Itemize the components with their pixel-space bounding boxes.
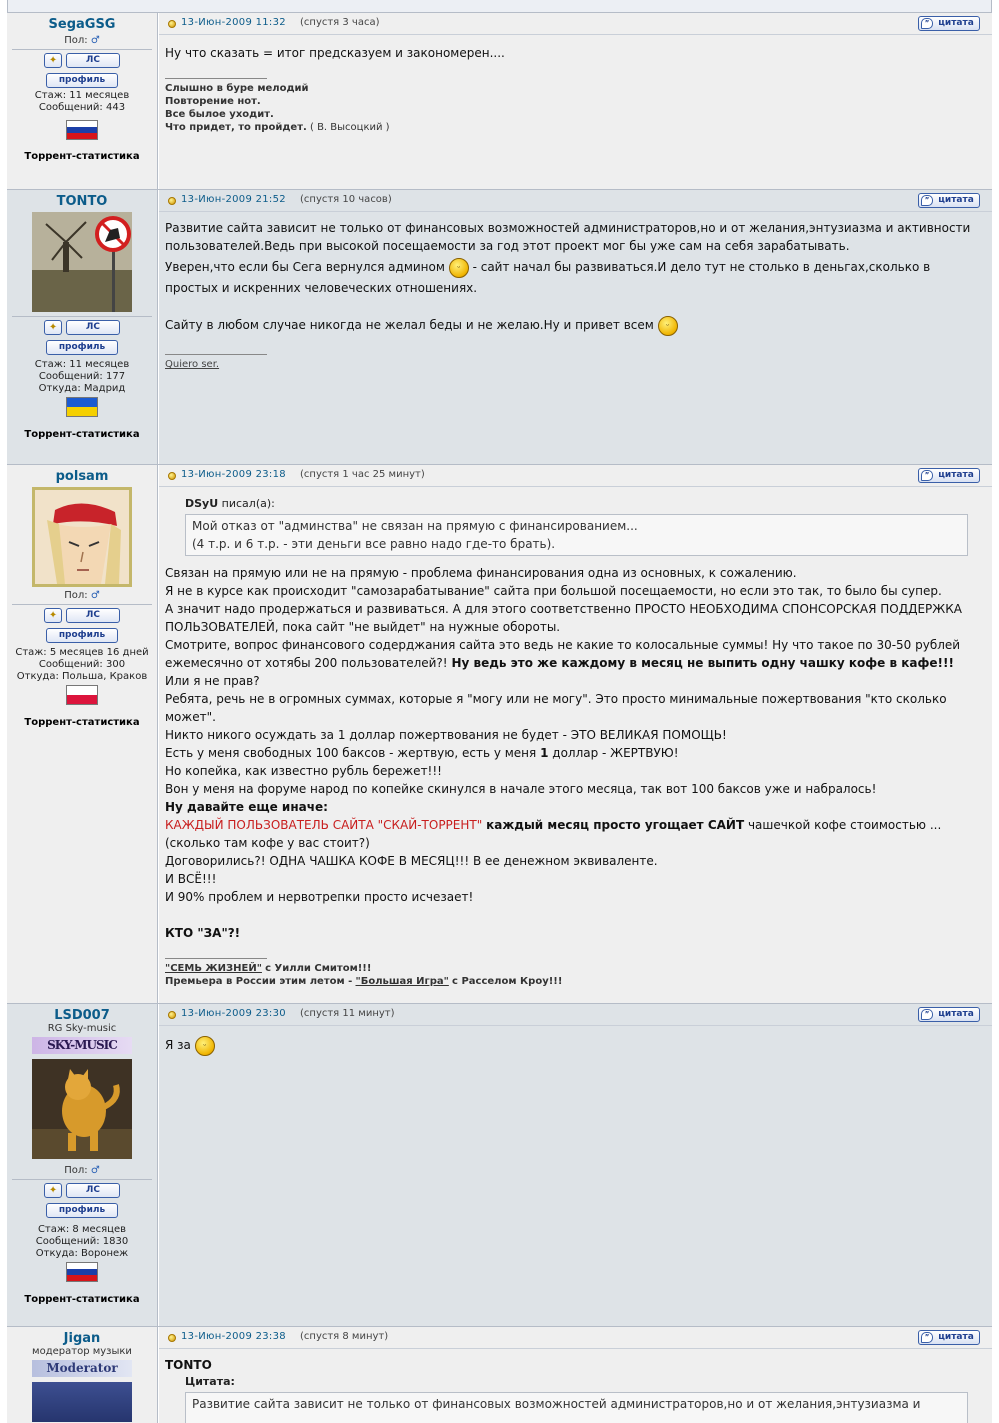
lightbulb-icon[interactable]: ✦ bbox=[44, 320, 62, 335]
divider bbox=[12, 604, 152, 605]
speech-bubble-icon: ” bbox=[921, 195, 933, 206]
post-date[interactable]: 13-Июн-2009 23:18 bbox=[181, 469, 286, 480]
post bbox=[7, 465, 992, 1004]
forum-topic bbox=[7, 0, 992, 13]
post bbox=[7, 1327, 992, 1423]
quote-button[interactable]: ” цитата bbox=[918, 16, 980, 31]
post-status-icon bbox=[168, 197, 176, 205]
smiley-icon: ᵕ bbox=[658, 316, 678, 336]
author-nick[interactable]: SegaGSG bbox=[48, 17, 116, 32]
post-message: DSyU писал(а): Мой отказ от "админства" не связан на прямую с финансированием... (4 т.р. и 6 т.р. - эти деньги все равно надо где-то брать). Связан на прямую или не на прямую - проблема финансирования одна из основных, к сожалению. Я не в курсе как происходит "самозарабатывание" сайта при большой посещаемости, но если это так, то было бы супер. А значит надо продержаться и развиваться. А для этого соответственно ПРОСТО НЕОБХОДИМА СПОНСОРСКАЯ ПОДДЕРЖКА ПОЛЬЗОВАТЕЛЕЙ, пока сайт "не выйдет" на нужные обороты. Смотрите, вопрос финансового содерджания сайта это ведь не какие то колосальные суммы! Ну что такое по 30-50 рублей ежемесячно от хотябы 200 пользователей?! Ну ведь это же каждому в месяц не выпить одну чашку кофе в кафе!!! Или я не прав? Ребята, речь не в огромных суммах, которые я "могу или не могу". Это просто минимальные пожертвования "кто сколько может". Никто никого осуждать за 1 доллар пожертвования не будет - ЭТО ВЕЛИКАЯ ПОМОЩЬ! Есть у меня свободных 100 баксов - жертвую, есть у меня 1 доллар - ЖЕРТВУЮ! Но копейка, как известно рубль бережет!!! Вон у меня на форуме народ по копейке скинулся в начале этого месяца, так вот 100 баксов уже и набралось! Ну давайте еще иначе: КАЖДЫЙ ПОЛЬЗОВАТЕЛЬ САЙТА "СКАЙ-ТОРРЕНТ" каждый месяц просто угощает САЙТ чашечкой кофе стоимостью ... (сколько там кофе у вас стоит?) Договорились?! ОДНА ЧАШКА КОФЕ В МЕСЯЦ!!! В ее денежном эквиваленте. И ВСЁ!!! И 90% проблем и нервотрепки просто исчезает! КТО "ЗА"?! "СЕМЬ ЖИЗНЕЙ" с Уилли Смитом!!! Премьера в России этим летом - "Большая Игра" с Расселом Кроу!!! bbox=[165, 496, 988, 988]
post bbox=[7, 13, 992, 190]
author-stats: Стаж: 11 месяцев Сообщений: 443 bbox=[34, 90, 130, 113]
author-gender: Пол: ♂ bbox=[64, 590, 100, 601]
pm-button[interactable]: ЛС bbox=[66, 608, 120, 623]
dancing-cat-avatar-icon bbox=[32, 1059, 132, 1159]
post-header bbox=[159, 1004, 992, 1026]
post-delay: (спустя 3 часа) bbox=[300, 17, 380, 28]
lightbulb-icon[interactable]: ✦ bbox=[44, 1183, 62, 1198]
torrent-stats-link[interactable]: Торрент-статистика bbox=[24, 151, 140, 162]
speech-bubble-icon: ” bbox=[921, 18, 933, 29]
signature: "СЕМЬ ЖИЗНЕЙ" с Уилли Смитом!!! Премьера в России этим летом - "Большая Игра" с Расселом Кроу!!! bbox=[165, 963, 563, 987]
speech-bubble-icon: ” bbox=[921, 470, 933, 481]
post-date[interactable]: 13-Июн-2009 23:38 bbox=[181, 1331, 286, 1342]
post-body bbox=[159, 190, 992, 464]
topic-top-border bbox=[8, 0, 991, 13]
post-author-column bbox=[7, 190, 158, 464]
avatar bbox=[32, 212, 132, 312]
post-message: Я за ᵕ bbox=[165, 1033, 988, 1057]
russia-flag-icon bbox=[66, 120, 98, 140]
post-body bbox=[159, 1004, 992, 1326]
lightbulb-icon[interactable]: ✦ bbox=[44, 608, 62, 623]
author-actions bbox=[7, 1183, 157, 1200]
quote-header: DSyU писал(а): bbox=[185, 497, 275, 510]
post bbox=[7, 1004, 992, 1327]
profile-button[interactable]: профиль bbox=[46, 628, 118, 643]
torrent-stats-link[interactable]: Торрент-статистика bbox=[24, 717, 140, 728]
post-body bbox=[159, 13, 992, 189]
poland-flag-icon bbox=[66, 685, 98, 705]
avatar bbox=[32, 487, 132, 587]
post-date[interactable]: 13-Июн-2009 23:30 bbox=[181, 1008, 286, 1019]
speech-bubble-icon: ” bbox=[921, 1332, 933, 1343]
quote-button[interactable]: ” цитата bbox=[918, 193, 980, 208]
signature-divider bbox=[165, 958, 267, 959]
ukraine-flag-icon bbox=[66, 397, 98, 417]
signature: Слышно в буре мелодий Повторение нот. Все былое уходит. Что придет, то пройдет. ( В. Высоцкий ) bbox=[165, 83, 390, 133]
windmill-avatar-icon bbox=[32, 212, 132, 312]
divider bbox=[12, 1179, 152, 1180]
post-delay: (спустя 11 минут) bbox=[300, 1008, 395, 1019]
quote-button[interactable]: ” цитата bbox=[918, 468, 980, 483]
author-nick[interactable]: TONTO bbox=[56, 194, 108, 209]
post-delay: (спустя 1 час 25 минут) bbox=[300, 469, 425, 480]
divider bbox=[12, 316, 152, 317]
signature-divider bbox=[165, 354, 267, 355]
divider bbox=[12, 49, 152, 50]
smiley-icon: ᵕ bbox=[449, 258, 469, 278]
post-delay: (спустя 8 минут) bbox=[300, 1331, 389, 1342]
post-status-icon bbox=[168, 1334, 176, 1342]
post-author-column bbox=[7, 1004, 158, 1326]
author-actions bbox=[7, 320, 157, 337]
signature-divider bbox=[165, 78, 267, 79]
post-header bbox=[159, 13, 992, 35]
lightbulb-icon[interactable]: ✦ bbox=[44, 53, 62, 68]
post-author-column bbox=[7, 465, 158, 1003]
author-actions-2 bbox=[7, 340, 157, 357]
post-message: Ну что сказать = итог предсказуем и закономерен.... Слышно в буре мелодий Повторение нот. Все былое уходит. Что придет, то пройдет. ( В. Высоцкий ) bbox=[165, 44, 988, 134]
male-icon: ♂ bbox=[90, 590, 100, 601]
author-gender: Пол: ♂ bbox=[64, 1165, 100, 1176]
post-message: Развитие сайта зависит не только от финансовых возможностей администраторов,но и от желания,энтузиазма и активности пользователей.Ведь при высокой посещаемости за год этот проект мог бы уже сам на себя зарабатывать. Уверен,что если бы Сега вернулся админом ᵕ - сайт начал бы развиваться.И дело тут не столько в деньгах,сколько в простых и искренних человеческих отношениях. Сайту в любом случае никогда не желал беды и не желаю.Ну и привет всем ᵕ Quiero ser. bbox=[165, 219, 988, 371]
post-delay: (спустя 10 часов) bbox=[300, 194, 392, 205]
smiley-icon: ᵕ bbox=[195, 1036, 215, 1056]
pm-button[interactable]: ЛС bbox=[66, 1183, 120, 1198]
post-status-icon bbox=[168, 472, 176, 480]
avatar bbox=[32, 1382, 132, 1422]
quote-button[interactable]: ” цитата bbox=[918, 1007, 980, 1022]
post bbox=[7, 190, 992, 465]
quote-button[interactable]: ” цитата bbox=[918, 1330, 980, 1345]
male-icon: ♂ bbox=[90, 1165, 100, 1176]
author-gender: Пол: ♂ bbox=[64, 35, 100, 46]
post-header bbox=[159, 465, 992, 487]
author-nick[interactable]: Jigan bbox=[63, 1331, 101, 1346]
post-header bbox=[159, 1327, 992, 1349]
male-icon: ♂ bbox=[90, 35, 100, 46]
profile-button[interactable]: профиль bbox=[46, 340, 118, 355]
post-date[interactable]: 13-Июн-2009 21:52 bbox=[181, 194, 286, 205]
userbar-image: SKY-MUSIC bbox=[32, 1037, 132, 1054]
post-author-column bbox=[7, 1327, 158, 1423]
torrent-stats-link[interactable]: Торрент-статистика bbox=[24, 1294, 140, 1305]
torrent-stats-link[interactable]: Торрент-статистика bbox=[24, 429, 140, 440]
post-status-icon bbox=[168, 1011, 176, 1019]
author-stats: Стаж: 5 месяцев 16 дней Сообщений: 300 Откуда: Польша, Краков bbox=[15, 647, 149, 682]
author-actions bbox=[7, 608, 157, 625]
author-stats: Стаж: 11 месяцев Сообщений: 177 Откуда: Мадрид bbox=[34, 359, 130, 394]
post-header bbox=[159, 190, 992, 212]
author-actions-2 bbox=[7, 628, 157, 645]
userbar-image: Moderator bbox=[32, 1360, 132, 1377]
signature: Quiero ser. bbox=[165, 359, 220, 370]
quote-header: Цитата: bbox=[185, 1375, 235, 1388]
pm-button[interactable]: ЛС bbox=[66, 53, 120, 68]
author-rank: модератор музыки bbox=[32, 1346, 132, 1357]
pm-button[interactable]: ЛС bbox=[66, 320, 120, 335]
author-rank: RG Sky-music bbox=[47, 1023, 117, 1034]
post-status-icon bbox=[168, 20, 176, 28]
quote-box: Развитие сайта зависит не только от финансовых возможностей администраторов,но и от желания,энтузиазма и bbox=[185, 1392, 968, 1423]
author-actions-2 bbox=[7, 73, 157, 90]
author-actions-2 bbox=[7, 1203, 157, 1220]
profile-button[interactable]: профиль bbox=[46, 1203, 118, 1218]
post-body bbox=[159, 1327, 992, 1423]
author-nick[interactable]: polsam bbox=[55, 469, 109, 484]
author-actions bbox=[7, 53, 157, 70]
russia-flag-icon bbox=[66, 1262, 98, 1282]
post-body bbox=[159, 465, 992, 1003]
anime-face-avatar-icon bbox=[35, 490, 129, 584]
quote-box: Мой отказ от "админства" не связан на прямую с финансированием... (4 т.р. и 6 т.р. - эти деньги все равно надо где-то брать). bbox=[185, 514, 968, 556]
post-date[interactable]: 13-Июн-2009 11:32 bbox=[181, 17, 286, 28]
post-author-column bbox=[7, 13, 158, 189]
avatar bbox=[32, 1059, 132, 1159]
post-message: TONTO Цитата: Развитие сайта зависит не только от финансовых возможностей администраторов,но и от желания,энтузиазма и bbox=[165, 1356, 988, 1423]
author-stats: Стаж: 8 месяцев Сообщений: 1830 Откуда: Воронеж bbox=[35, 1224, 129, 1259]
author-nick[interactable]: LSD007 bbox=[54, 1008, 110, 1023]
speech-bubble-icon: ” bbox=[921, 1009, 933, 1020]
profile-button[interactable]: профиль bbox=[46, 73, 118, 88]
